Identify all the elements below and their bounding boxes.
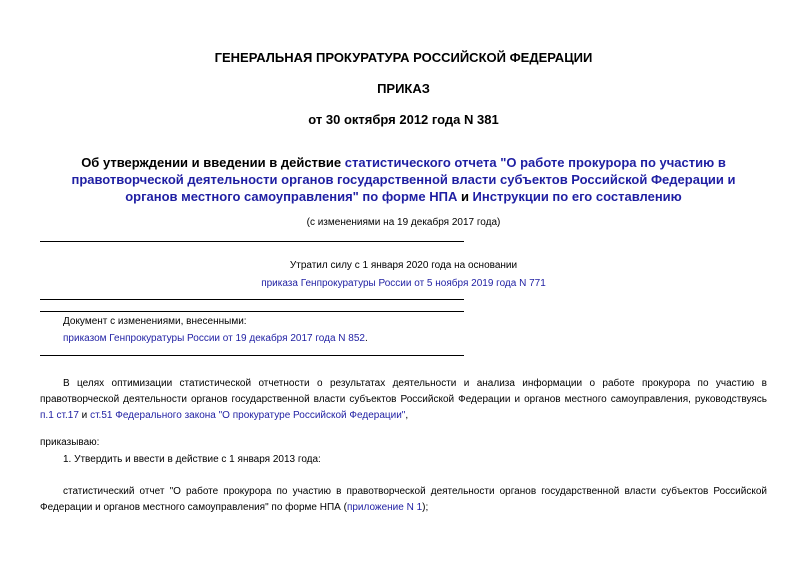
- changes-tail: .: [364, 333, 368, 344]
- divider: [40, 299, 464, 300]
- org-heading: ГЕНЕРАЛЬНАЯ ПРОКУРАТУРА РОССИЙСКОЙ ФЕДЕРАЦИИ: [214, 50, 593, 65]
- link-art51[interactable]: ст.51 Федерального закона "О прокуратуре Российской Федерации": [90, 410, 406, 421]
- preamble-and: и: [78, 410, 91, 421]
- divider: [40, 241, 464, 242]
- title-link-instruction[interactable]: Инструкции по его составлению: [472, 189, 682, 204]
- edition-note: (с изменениями на 19 декабря 2017 года): [306, 217, 501, 228]
- title-link-report[interactable]: статистического отчета "О работе прокурора по участию в правотворческой деятельности органов государственной власти субъектов Российской Федерации и органов местного самоуправления" по форме НПА: [71, 155, 736, 204]
- changes-link[interactable]: приказом Генпрокуратуры России от 19 декабря 2017 года N 852: [63, 333, 365, 344]
- link-appendix-1[interactable]: приложение N 1: [346, 502, 423, 513]
- title-text-1: Об утверждении и введении в действие: [81, 155, 345, 170]
- link-art17[interactable]: п.1 ст.17: [40, 410, 79, 421]
- document-title: [50, 154, 757, 205]
- lost-force-text: Утратил силу с 1 января 2020 года на основании: [289, 260, 518, 271]
- changes-line: [63, 333, 368, 344]
- paragraph-order: приказываю:: [40, 437, 100, 448]
- title-text-2: и: [457, 189, 473, 204]
- divider: [40, 311, 464, 312]
- report-tail: );: [422, 502, 429, 513]
- doc-type-heading: ПРИКАЗ: [377, 81, 430, 96]
- paragraph-preamble: [40, 376, 767, 424]
- preamble-tail: ,: [405, 410, 409, 421]
- date-number-heading: от 30 октября 2012 года N 381: [308, 112, 499, 127]
- lost-force-link[interactable]: приказа Генпрокуратуры России от 5 ноября 2019 года N 771: [261, 278, 546, 289]
- changes-text: Документ с изменениями, внесенными:: [63, 316, 247, 327]
- paragraph-report: [40, 484, 767, 516]
- preamble-text: В целях оптимизации статистической отчетности о результатах деятельности и анализа информации о работе прокурора по участию в правотворческой деятельности органов государственной власти субъектов Российской Федерации и органов местного самоуправления, руководствуясь: [40, 378, 767, 405]
- divider: [40, 355, 464, 356]
- report-text: статистический отчет "О работе прокурора по участию в правотворческой деятельности органов государственной власти субъектов Российской Федерации и органов местного самоуправления" по форме НПА (: [40, 486, 767, 513]
- paragraph-item-1: 1. Утвердить и ввести в действие с 1 января 2013 года:: [63, 454, 321, 465]
